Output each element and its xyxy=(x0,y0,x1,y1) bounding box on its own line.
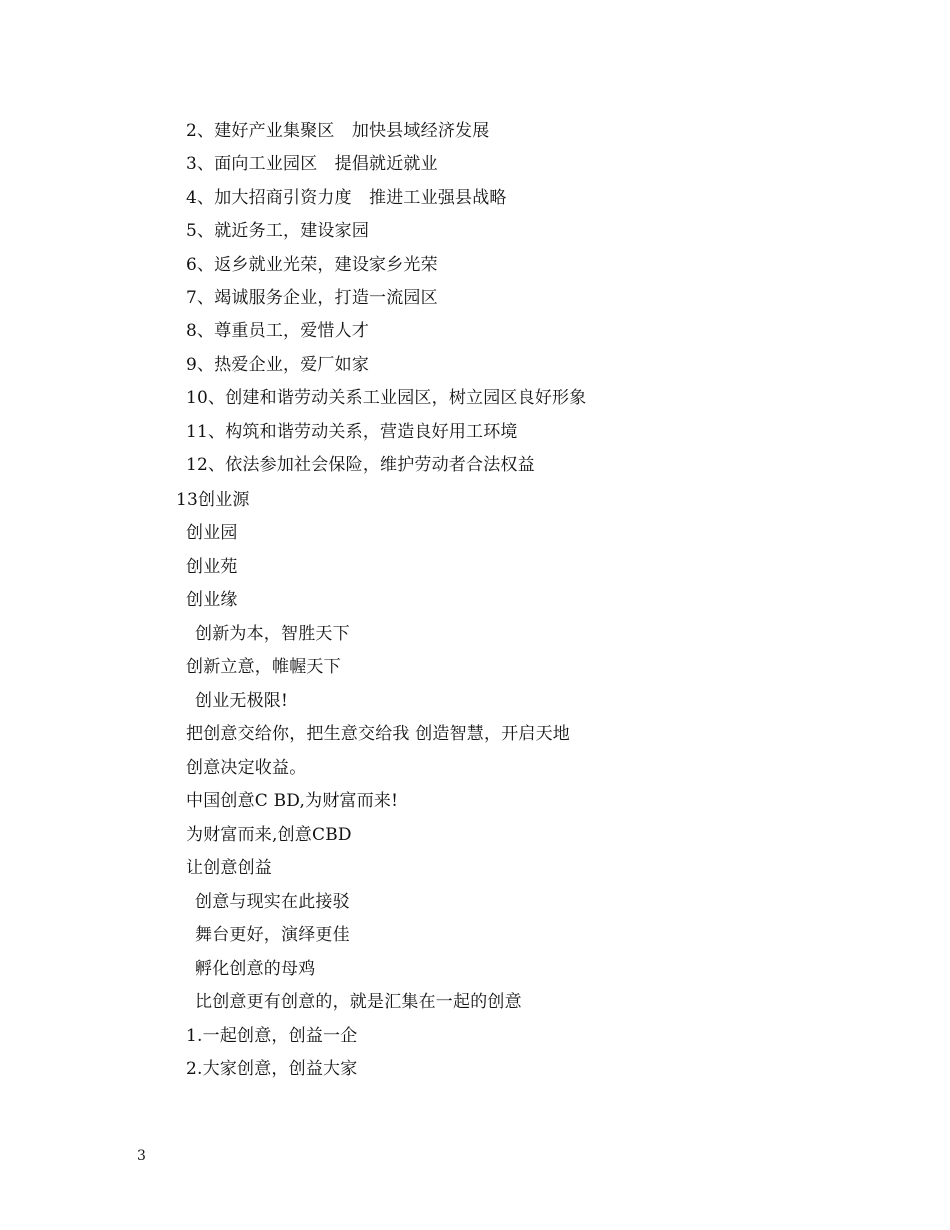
text-line-20: 创意决定收益。 xyxy=(186,758,307,778)
text-line-3: 4、加大招商引资力度 推进工业强县战略 xyxy=(186,188,507,208)
text-line-22: 为财富而来,创意CBD xyxy=(186,825,352,845)
text-line-27: 比创意更有创意的，就是汇集在一起的创意 xyxy=(195,992,522,1012)
text-line-7: 8、尊重员工，爱惜人才 xyxy=(186,321,370,341)
text-line-14: 创业苑 xyxy=(186,557,238,577)
text-line-4: 5、就近务工，建设家园 xyxy=(186,221,370,241)
text-line-26: 孵化创意的母鸡 xyxy=(195,959,316,979)
text-line-15: 创业缘 xyxy=(186,590,238,610)
page-number: 3 xyxy=(137,1148,146,1164)
text-line-17: 创新立意，帷幄天下 xyxy=(186,657,341,677)
text-line-16: 创新为本，智胜天下 xyxy=(195,624,350,644)
text-line-9: 10、创建和谐劳动关系工业园区，树立园区良好形象 xyxy=(186,388,587,408)
text-line-1: 2、建好产业集聚区 加快县域经济发展 xyxy=(186,121,490,141)
text-line-19: 把创意交给你，把生意交给我 创造智慧，开启天地 xyxy=(186,724,571,744)
text-line-10: 11、构筑和谐劳动关系，营造良好用工环境 xyxy=(186,422,518,442)
text-line-24: 创意与现实在此接驳 xyxy=(195,892,350,912)
text-line-12: 13创业源 xyxy=(176,490,250,510)
text-line-21: 中国创意C BD,为财富而来! xyxy=(186,791,399,811)
text-line-25: 舞台更好，演绎更佳 xyxy=(195,925,350,945)
text-line-6: 7、竭诚服务企业，打造一流园区 xyxy=(186,288,438,308)
text-line-11: 12、依法参加社会保险，维护劳动者合法权益 xyxy=(186,455,535,475)
text-line-13: 创业园 xyxy=(186,523,238,543)
text-line-23: 让创意创益 xyxy=(186,858,272,878)
text-line-18: 创业无极限! xyxy=(195,691,289,711)
text-line-5: 6、返乡就业光荣，建设家乡光荣 xyxy=(186,255,438,275)
text-line-29: 2.大家创意，创益大家 xyxy=(186,1059,358,1079)
text-line-8: 9、热爱企业，爱厂如家 xyxy=(186,355,370,375)
text-line-2: 3、面向工业园区 提倡就近就业 xyxy=(186,154,438,174)
text-line-28: 1.一起创意，创益一企 xyxy=(186,1026,358,1046)
